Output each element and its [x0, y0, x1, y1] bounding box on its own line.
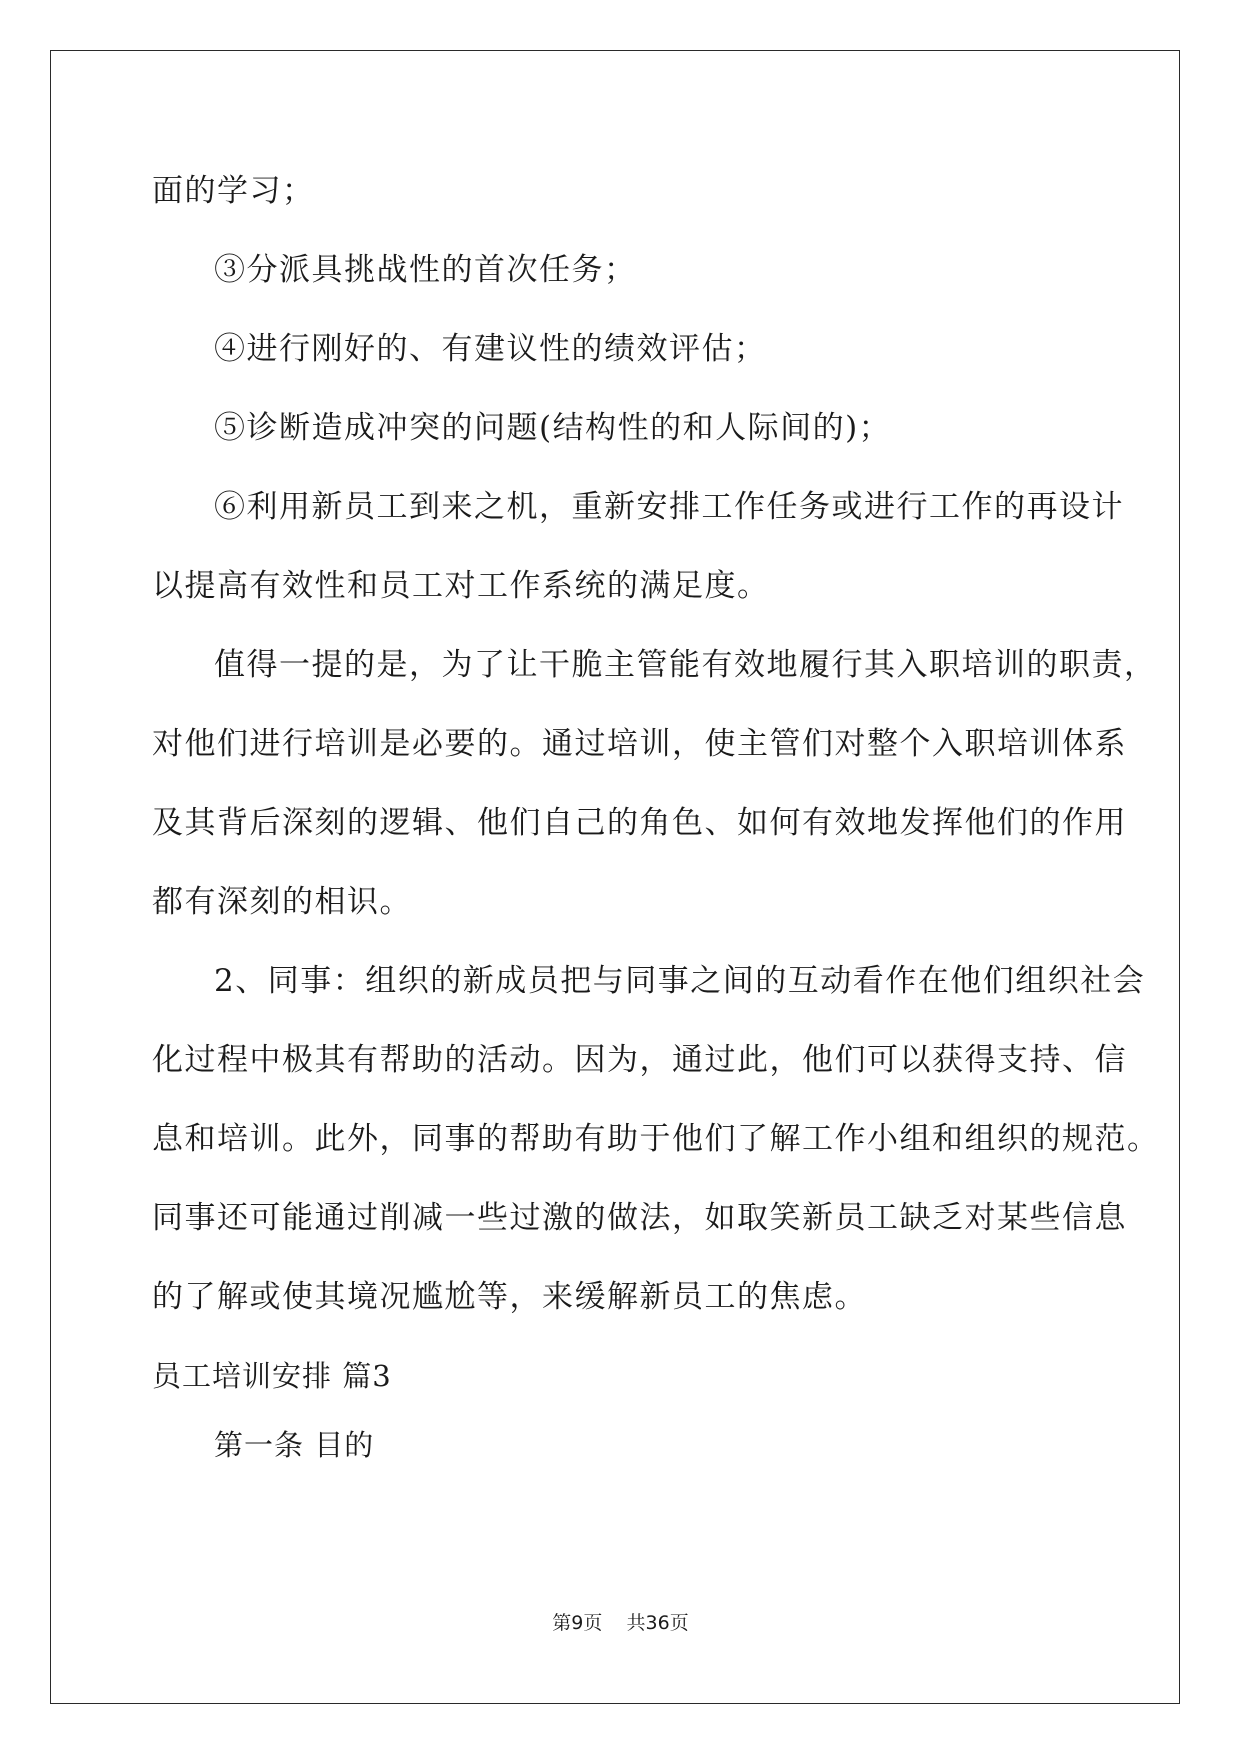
- page-number-label: 第9页 共36页: [552, 1612, 689, 1634]
- text-line: 面的学习；: [152, 173, 315, 209]
- text-line: ⑥利用新员工到来之机，重新安排工作任务或进行工作的再设计: [214, 489, 1124, 525]
- page-footer: [0, 1608, 1241, 1635]
- text-line: ④进行刚好的、有建议性的绩效评估；: [214, 331, 767, 367]
- text-line: 2、同事：组织的新成员把与同事之间的互动看作在他们组织社会: [214, 963, 1146, 999]
- text-line: 的了解或使其境况尴尬等，来缓解新员工的焦虑。: [152, 1279, 867, 1315]
- text-line: ③分派具挑战性的首次任务；: [214, 252, 637, 288]
- text-line: 以提高有效性和员工对工作系统的满足度。: [152, 568, 770, 604]
- text-line: 化过程中极其有帮助的活动。因为，通过此，他们可以获得支持、信: [152, 1042, 1127, 1078]
- section-heading: 员工培训安排 篇3: [152, 1359, 392, 1393]
- document-body: [152, 167, 1160, 1500]
- text-line: 对他们进行培训是必要的。通过培训，使主管们对整个入职培训体系: [152, 726, 1127, 762]
- article-heading: 第一条 目的: [214, 1428, 375, 1462]
- text-line: 及其背后深刻的逻辑、他们自己的角色、如何有效地发挥他们的作用: [152, 805, 1127, 841]
- text-line: 息和培训。此外，同事的帮助有助于他们了解工作小组和组织的规范。: [152, 1121, 1160, 1157]
- text-line: 同事还可能通过削减一些过激的做法，如取笑新员工缺乏对某些信息: [152, 1200, 1127, 1236]
- text-line: 都有深刻的相识。: [152, 884, 412, 920]
- text-line: ⑤诊断造成冲突的问题(结构性的和人际间的)；: [214, 410, 892, 446]
- text-line: 值得一提的是，为了让干脆主管能有效地履行其入职培训的职责，: [214, 647, 1157, 683]
